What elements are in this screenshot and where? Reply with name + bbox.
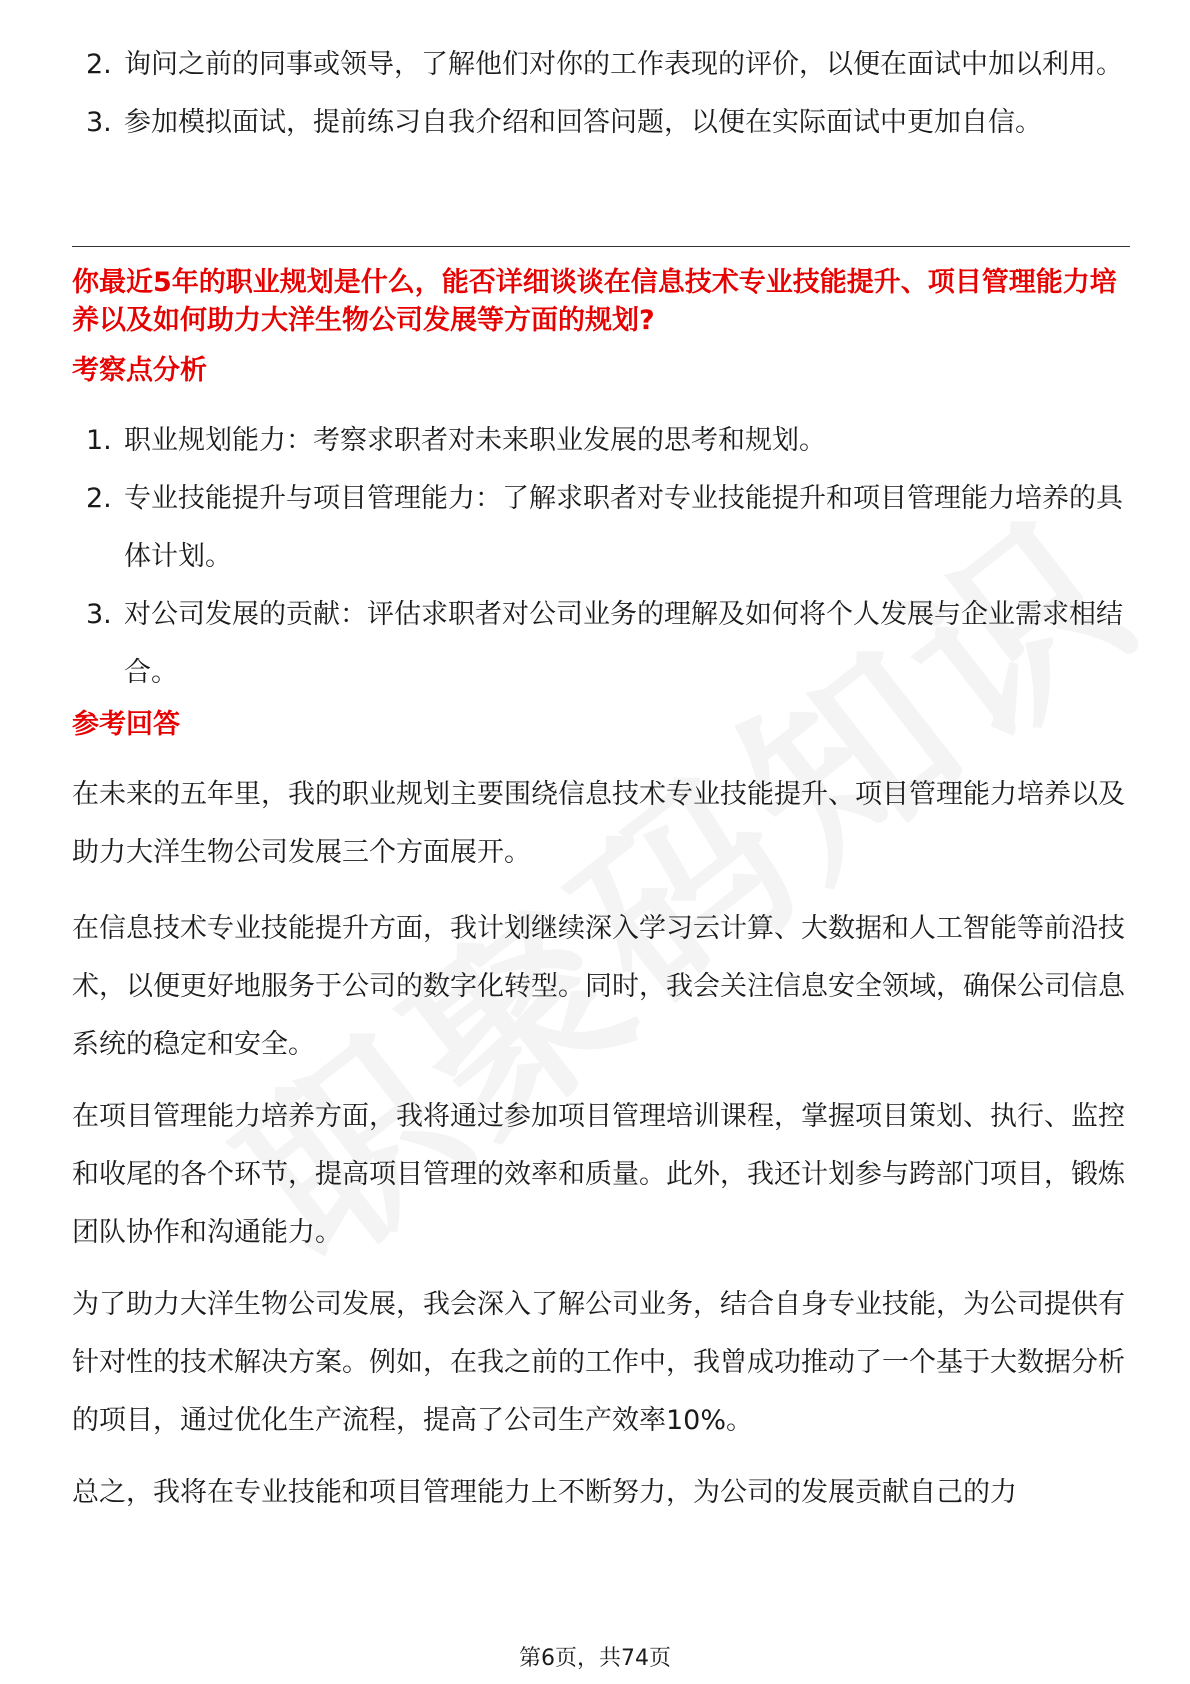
list-number: 2. bbox=[86, 49, 112, 80]
list-item bbox=[72, 94, 1130, 152]
list-item bbox=[72, 36, 1130, 94]
answer-heading: 参考回答 bbox=[72, 709, 180, 740]
list-item bbox=[72, 470, 1130, 586]
page-number: 第6页，共74页 bbox=[519, 1646, 671, 1671]
tips-list bbox=[72, 36, 1130, 152]
list-item bbox=[72, 412, 1130, 470]
list-number: 3. bbox=[86, 107, 112, 138]
answer-paragraph: 在信息技术专业技能提升方面，我计划继续深入学习云计算、大数据和人工智能等前沿技术，以便更好地服务于公司的数字化转型。同时，我会关注信息安全领域，确保公司信息系统的稳定和安全。 bbox=[72, 913, 1125, 1060]
answer-paragraph: 在未来的五年里，我的职业规划主要围绕信息技术专业技能提升、项目管理能力培养以及助力大洋生物公司发展三个方面展开。 bbox=[72, 779, 1125, 868]
analysis-list bbox=[72, 412, 1130, 702]
answer-paragraph: 在项目管理能力培养方面，我将通过参加项目管理培训课程，掌握项目策划、执行、监控和收尾的各个环节，提高项目管理的效率和质量。此外，我还计划参与跨部门项目，锻炼团队协作和沟通能力。 bbox=[72, 1101, 1125, 1248]
list-number: 2. bbox=[86, 483, 112, 514]
list-item bbox=[72, 586, 1130, 702]
list-number: 3. bbox=[86, 599, 112, 630]
section-divider bbox=[72, 246, 1130, 247]
list-number: 1. bbox=[86, 425, 112, 456]
list-text: 对公司发展的贡献：评估求职者对公司业务的理解及如何将个人发展与企业需求相结合。 bbox=[124, 599, 1123, 688]
list-text: 职业规划能力：考察求职者对未来职业发展的思考和规划。 bbox=[124, 425, 826, 456]
interview-question: 你最近5年的职业规划是什么，能否详细谈谈在信息技术专业技能提升、项目管理能力培养以及如何助力大洋生物公司发展等方面的规划? bbox=[72, 267, 1117, 336]
analysis-heading: 考察点分析 bbox=[72, 355, 207, 386]
list-text: 专业技能提升与项目管理能力：了解求职者对专业技能提升和项目管理能力培养的具体计划。 bbox=[124, 483, 1123, 572]
list-text: 询问之前的同事或领导，了解他们对你的工作表现的评价，以便在面试中加以利用。 bbox=[124, 49, 1123, 80]
answer-paragraph: 为了助力大洋生物公司发展，我会深入了解公司业务，结合自身专业技能，为公司提供有针对性的技术解决方案。例如，在我之前的工作中，我曾成功推动了一个基于大数据分析的项目，通过优化生产流程，提高了公司生产效率10%。 bbox=[72, 1289, 1125, 1436]
list-text: 参加模拟面试，提前练习自我介绍和回答问题，以便在实际面试中更加自信。 bbox=[124, 107, 1042, 138]
answer-paragraph: 总之，我将在专业技能和项目管理能力上不断努力，为公司的发展贡献自己的力 bbox=[72, 1477, 1017, 1508]
